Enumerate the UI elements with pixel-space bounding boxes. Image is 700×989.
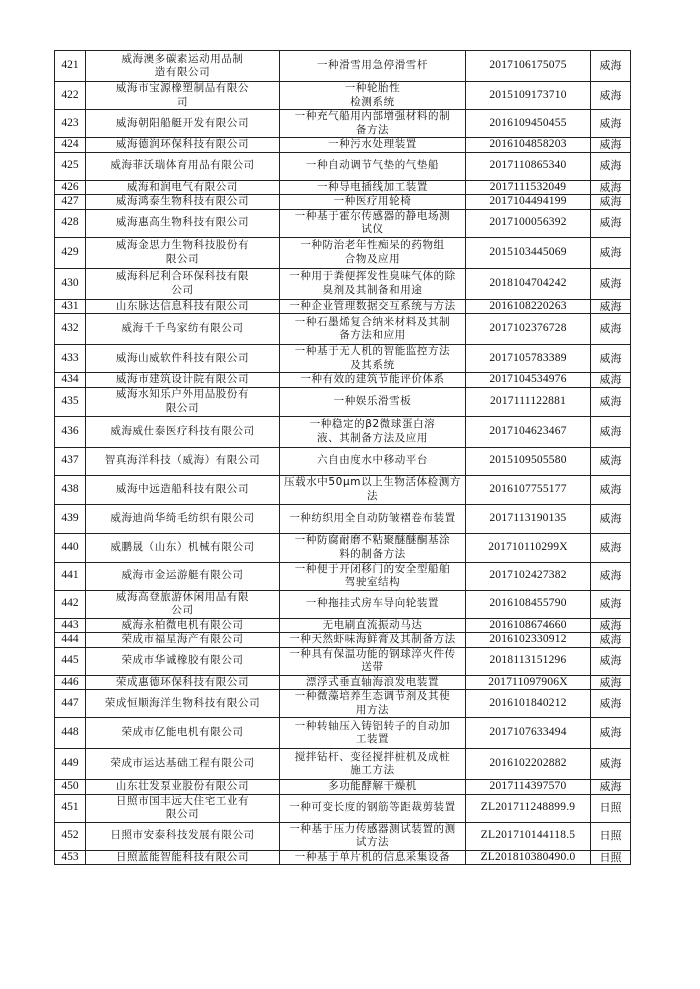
table-row [55,299,631,314]
patent-number: 2017107633494 [466,718,591,749]
table-row [55,268,631,299]
company-name: 荣成惠德环保科技有限公司 [86,675,280,690]
company-name: 山东壮发泵业股份有限公司 [86,780,280,795]
table-row [55,180,631,195]
invention-name: 一种基于霍尔传感器的静电场测 试仪 [280,209,466,237]
invention-name: 一种用于粪便挥发性臭味气体的除 臭剂及其制备和用途 [280,268,466,299]
table-row [55,82,631,110]
row-number: 427 [55,195,86,210]
table-row [55,675,631,690]
company-name: 威海科尼利合环保科技有限 公司 [86,268,280,299]
invention-name: 一种可变长度的钢筋等距裁剪装置 [280,794,466,822]
invention-name: 一种天然虾味海鲜膏及其制备方法 [280,633,466,648]
row-number: 444 [55,633,86,648]
patent-number: 2015109173710 [466,82,591,110]
city: 威海 [591,237,631,268]
patent-number: 2018113151296 [466,647,591,675]
table-row [55,110,631,138]
invention-name: 一种便于开闭移门的安全型船舶 驾驶室结构 [280,562,466,590]
row-number: 445 [55,647,86,675]
patent-number: 2016102330912 [466,633,591,648]
invention-name: 一种充气船用内部增强材料的制 备方法 [280,110,466,138]
row-number: 453 [55,850,86,865]
invention-name: 一种基于无人机的智能监控方法 及其系统 [280,345,466,373]
invention-name: 一种企业管理数据交互系统与方法 [280,299,466,314]
table-row [55,533,631,562]
patent-number: 2016102202882 [466,749,591,780]
company-name: 威海市宝源橡塑制品有限公 司 [86,82,280,110]
city: 威海 [591,373,631,388]
patent-number: 2016108674660 [466,618,591,633]
invention-name: 一种有效的建筑节能评价体系 [280,373,466,388]
city: 威海 [591,447,631,475]
table-row [55,850,631,865]
table-row [55,416,631,447]
company-name: 荣成市福星海产有限公司 [86,633,280,648]
row-number: 423 [55,110,86,138]
company-name: 威海市金运游艇有限公司 [86,562,280,590]
company-name: 威海朝阳船艇开发有限公司 [86,110,280,138]
table-row [55,373,631,388]
patent-number: 2016101840212 [466,690,591,718]
city: 威海 [591,268,631,299]
row-number: 421 [55,51,86,82]
invention-name: 一种基于单片机的信息采集设备 [280,850,466,865]
table-row [55,749,631,780]
invention-name: 一种微藻培养生态调节剂及其使 用方法 [280,690,466,718]
company-name: 荣成恒顺海洋生物科技有限公司 [86,690,280,718]
table-row [55,633,631,648]
invention-name: 压载水中50μm以上生物活体检测方法 [280,475,466,504]
row-number: 439 [55,504,86,533]
company-name: 威海菲沃瑞体育用品有限公司 [86,152,280,180]
row-number: 450 [55,780,86,795]
table-row [55,562,631,590]
patent-number: ZL201710144118.5 [466,822,591,850]
city: 威海 [591,780,631,795]
table-row [55,794,631,822]
patent-table [54,50,631,865]
invention-name: 一种拖挂式房车导向轮装置 [280,590,466,618]
city: 威海 [591,633,631,648]
table-row [55,690,631,718]
patent-number: 2015103445069 [466,237,591,268]
patent-number: 201710110299X [466,533,591,562]
company-name: 荣成市亿能电机有限公司 [86,718,280,749]
city: 威海 [591,618,631,633]
patent-number: ZL201810380490.0 [466,850,591,865]
city: 威海 [591,299,631,314]
invention-name: 一种滑雪用急停滑雪杆 [280,51,466,82]
invention-name: 一种污水处理装置 [280,138,466,153]
row-number: 447 [55,690,86,718]
table-row [55,647,631,675]
row-number: 426 [55,180,86,195]
company-name: 威海和润电气有限公司 [86,180,280,195]
city: 日照 [591,850,631,865]
city: 威海 [591,209,631,237]
row-number: 424 [55,138,86,153]
row-number: 428 [55,209,86,237]
row-number: 432 [55,314,86,345]
city: 威海 [591,533,631,562]
invention-name: 一种娱乐滑雪板 [280,387,466,416]
company-name: 日照蓝能智能科技有限公司 [86,850,280,865]
patent-number: 2017111532049 [466,180,591,195]
company-name: 威海澳多碳素运动用品制 造有限公司 [86,51,280,82]
patent-number: 2017113190135 [466,504,591,533]
table-body [55,51,631,865]
row-number: 430 [55,268,86,299]
city: 威海 [591,110,631,138]
city: 威海 [591,718,631,749]
patent-number: 2017104623467 [466,416,591,447]
city: 威海 [591,138,631,153]
row-number: 449 [55,749,86,780]
table-row [55,718,631,749]
patent-number: 2017111122881 [466,387,591,416]
patent-number: 2017104534976 [466,373,591,388]
company-name: 威海惠高生物科技有限公司 [86,209,280,237]
city: 威海 [591,345,631,373]
city: 威海 [591,195,631,210]
invention-name: 一种具有保温功能的钢球淬火件传 送带 [280,647,466,675]
row-number: 433 [55,345,86,373]
company-name: 威海高登旅游休闲用品有限 公司 [86,590,280,618]
company-name: 荣成市华诚橡胶有限公司 [86,647,280,675]
invention-name: 六自由度水中移动平台 [280,447,466,475]
patent-number: 2017100056392 [466,209,591,237]
company-name: 威海迪尚华绮毛纺织有限公司 [86,504,280,533]
invention-name: 一种医疗用轮椅 [280,195,466,210]
row-number: 440 [55,533,86,562]
city: 威海 [591,749,631,780]
document-page [54,50,630,865]
city: 威海 [591,562,631,590]
company-name: 威海市建筑设计院有限公司 [86,373,280,388]
invention-name: 一种防腐耐磨不粘聚醚醚酮基涂 料的制备方法 [280,533,466,562]
city: 日照 [591,794,631,822]
table-row [55,237,631,268]
invention-name: 一种石墨烯复合纳米材料及其制 备方法和应用 [280,314,466,345]
row-number: 442 [55,590,86,618]
patent-number: 201711097906X [466,675,591,690]
company-name: 山东脉达信息科技有限公司 [86,299,280,314]
invention-name: 多功能酵解干燥机 [280,780,466,795]
invention-name: 一种导电插线加工装置 [280,180,466,195]
row-number: 435 [55,387,86,416]
row-number: 431 [55,299,86,314]
patent-number: 2017114397570 [466,780,591,795]
patent-number: 2016104858203 [466,138,591,153]
patent-number: 2017104494199 [466,195,591,210]
city: 威海 [591,690,631,718]
invention-name: 无电刷直流振动马达 [280,618,466,633]
city: 威海 [591,590,631,618]
row-number: 434 [55,373,86,388]
invention-name: 一种纺织用全自动防皱褶卷布装置 [280,504,466,533]
company-name: 威海千千鸟家纺有限公司 [86,314,280,345]
table-row [55,447,631,475]
patent-number: 2017105783389 [466,345,591,373]
row-number: 441 [55,562,86,590]
patent-number: 2018104704242 [466,268,591,299]
company-name: 威海鸿泰生物科技有限公司 [86,195,280,210]
city: 威海 [591,647,631,675]
company-name: 荣成市运达基础工程有限公司 [86,749,280,780]
table-row [55,822,631,850]
city: 威海 [591,180,631,195]
patent-number: 2016108220263 [466,299,591,314]
patent-number: 2016109450455 [466,110,591,138]
row-number: 443 [55,618,86,633]
row-number: 446 [55,675,86,690]
company-name: 威海金思力生物科技股份有 限公司 [86,237,280,268]
patent-number: 2015109505580 [466,447,591,475]
row-number: 425 [55,152,86,180]
table-row [55,152,631,180]
table-row [55,209,631,237]
city: 威海 [591,475,631,504]
city: 威海 [591,314,631,345]
city: 威海 [591,504,631,533]
company-name: 威海威仕泰医疗科技有限公司 [86,416,280,447]
table-row [55,780,631,795]
city: 威海 [591,152,631,180]
city: 威海 [591,51,631,82]
city: 威海 [591,387,631,416]
city: 日照 [591,822,631,850]
company-name: 威海水知乐户外用品股份有 限公司 [86,387,280,416]
table-row [55,504,631,533]
company-name: 日照市国丰远大住宅工业有 限公司 [86,794,280,822]
invention-name: 搅拌钻杆、变径搅拌桩机及成桩 施工方法 [280,749,466,780]
row-number: 429 [55,237,86,268]
patent-number: 2017102427382 [466,562,591,590]
row-number: 438 [55,475,86,504]
table-row [55,590,631,618]
invention-name: 一种稳定的β2微球蛋白溶 液、其制备方法及应用 [280,416,466,447]
table-row [55,618,631,633]
invention-name: 一种自动调节气垫的气垫船 [280,152,466,180]
row-number: 451 [55,794,86,822]
company-name: 智真海洋科技（威海）有限公司 [86,447,280,475]
patent-number: 2016107755177 [466,475,591,504]
invention-name: 一种转轴压入铸铝转子的自动加 工装置 [280,718,466,749]
invention-name: 一种防治老年性痴呆的药物组 合物及应用 [280,237,466,268]
company-name: 威海中远造船科技有限公司 [86,475,280,504]
table-row [55,475,631,504]
table-row [55,345,631,373]
row-number: 437 [55,447,86,475]
invention-name: 一种基于压力传感器测试装置的测 试方法 [280,822,466,850]
table-row [55,195,631,210]
company-name: 日照市安泰科技发展有限公司 [86,822,280,850]
row-number: 422 [55,82,86,110]
row-number: 452 [55,822,86,850]
city: 威海 [591,416,631,447]
patent-number: ZL201711248899.9 [466,794,591,822]
invention-name: 一种轮胎性 检测系统 [280,82,466,110]
patent-number: 2017102376728 [466,314,591,345]
patent-number: 2017106175075 [466,51,591,82]
patent-number: 2017110865340 [466,152,591,180]
company-name: 威鹏晟（山东）机械有限公司 [86,533,280,562]
patent-number: 2016108455790 [466,590,591,618]
row-number: 448 [55,718,86,749]
city: 威海 [591,675,631,690]
city: 威海 [591,82,631,110]
invention-name: 漂浮式垂直轴海浪发电装置 [280,675,466,690]
table-row [55,387,631,416]
company-name: 威海德润环保科技有限公司 [86,138,280,153]
company-name: 威海永柏微电机有限公司 [86,618,280,633]
row-number: 436 [55,416,86,447]
table-row [55,51,631,82]
table-row [55,138,631,153]
company-name: 威海山威软件科技有限公司 [86,345,280,373]
table-row [55,314,631,345]
